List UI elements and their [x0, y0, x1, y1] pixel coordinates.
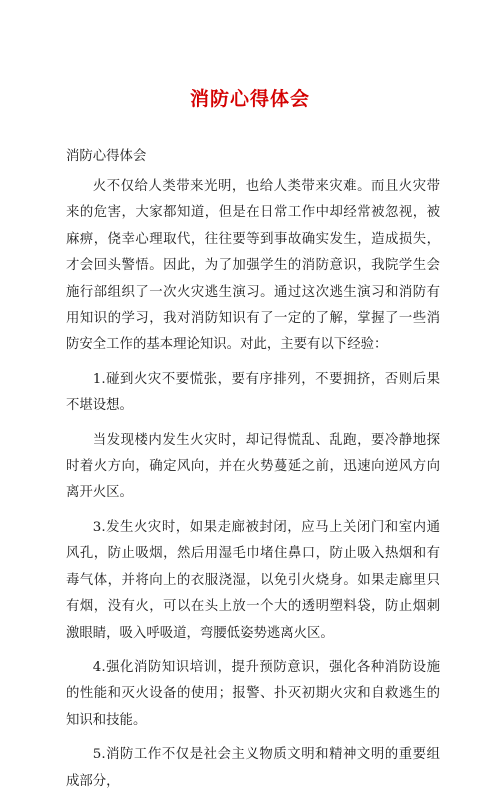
paragraph: 当发现楼内发生火灾时，却记得慌乱、乱跑，要冷静地探时着火方向，确定风向，并在火势蔓延之前，迅速向逆风方向离开火区。 [66, 432, 440, 501]
paragraph: 1.碰到火灾不要慌张，要有序排列，不要拥挤，否则后果不堪设想。 [66, 371, 440, 414]
paragraph: 5.消防工作不仅是社会主义物质文明和精神文明的重要组成部分， [66, 747, 440, 789]
paragraph: 3.发生火灾时，如果走廊被封闭，应马上关闭门和室内通风孔，防止吸烟，然后用湿毛巾堵住鼻口，防止吸入热烟和有毒气体，并将向上的衣服浇湿，以免引火烧身。如果走廊里只有烟，没有火，可以在头上放一个大的透明塑料袋，防止烟刺激眼睛，吸入呼吸道，弯腰低姿势逃离火区。 [66, 519, 440, 641]
document-title: 消防心得体会 [189, 88, 310, 110]
paragraph: 4.强化消防知识培训，提升预防意识，强化各种消防设施的性能和灭火设备的使用；报警、扑灭初期火灾和自救逃生的知识和技能。 [66, 659, 440, 728]
document-subtitle: 消防心得体会 [66, 149, 147, 164]
document-body [66, 144, 440, 803]
paragraph: 火不仅给人类带来光明，也给人类带来灾难。而且火灾带来的危害，大家都知道，但是在日常工作中却经常被忽视，被麻痹，侥幸心理取代，往往要等到事故确实发生，造成损失，才会回头警悟。因此，为了加强学生的消防意识，我院学生会施行部组织了一次火灾逃生演习。通过这次逃生演习和消防有用知识的学习，我对消防知识有了一定的了解，掌握了一些消防安全工作的基本理论知识。对此，主要有以下经验： [66, 179, 440, 353]
